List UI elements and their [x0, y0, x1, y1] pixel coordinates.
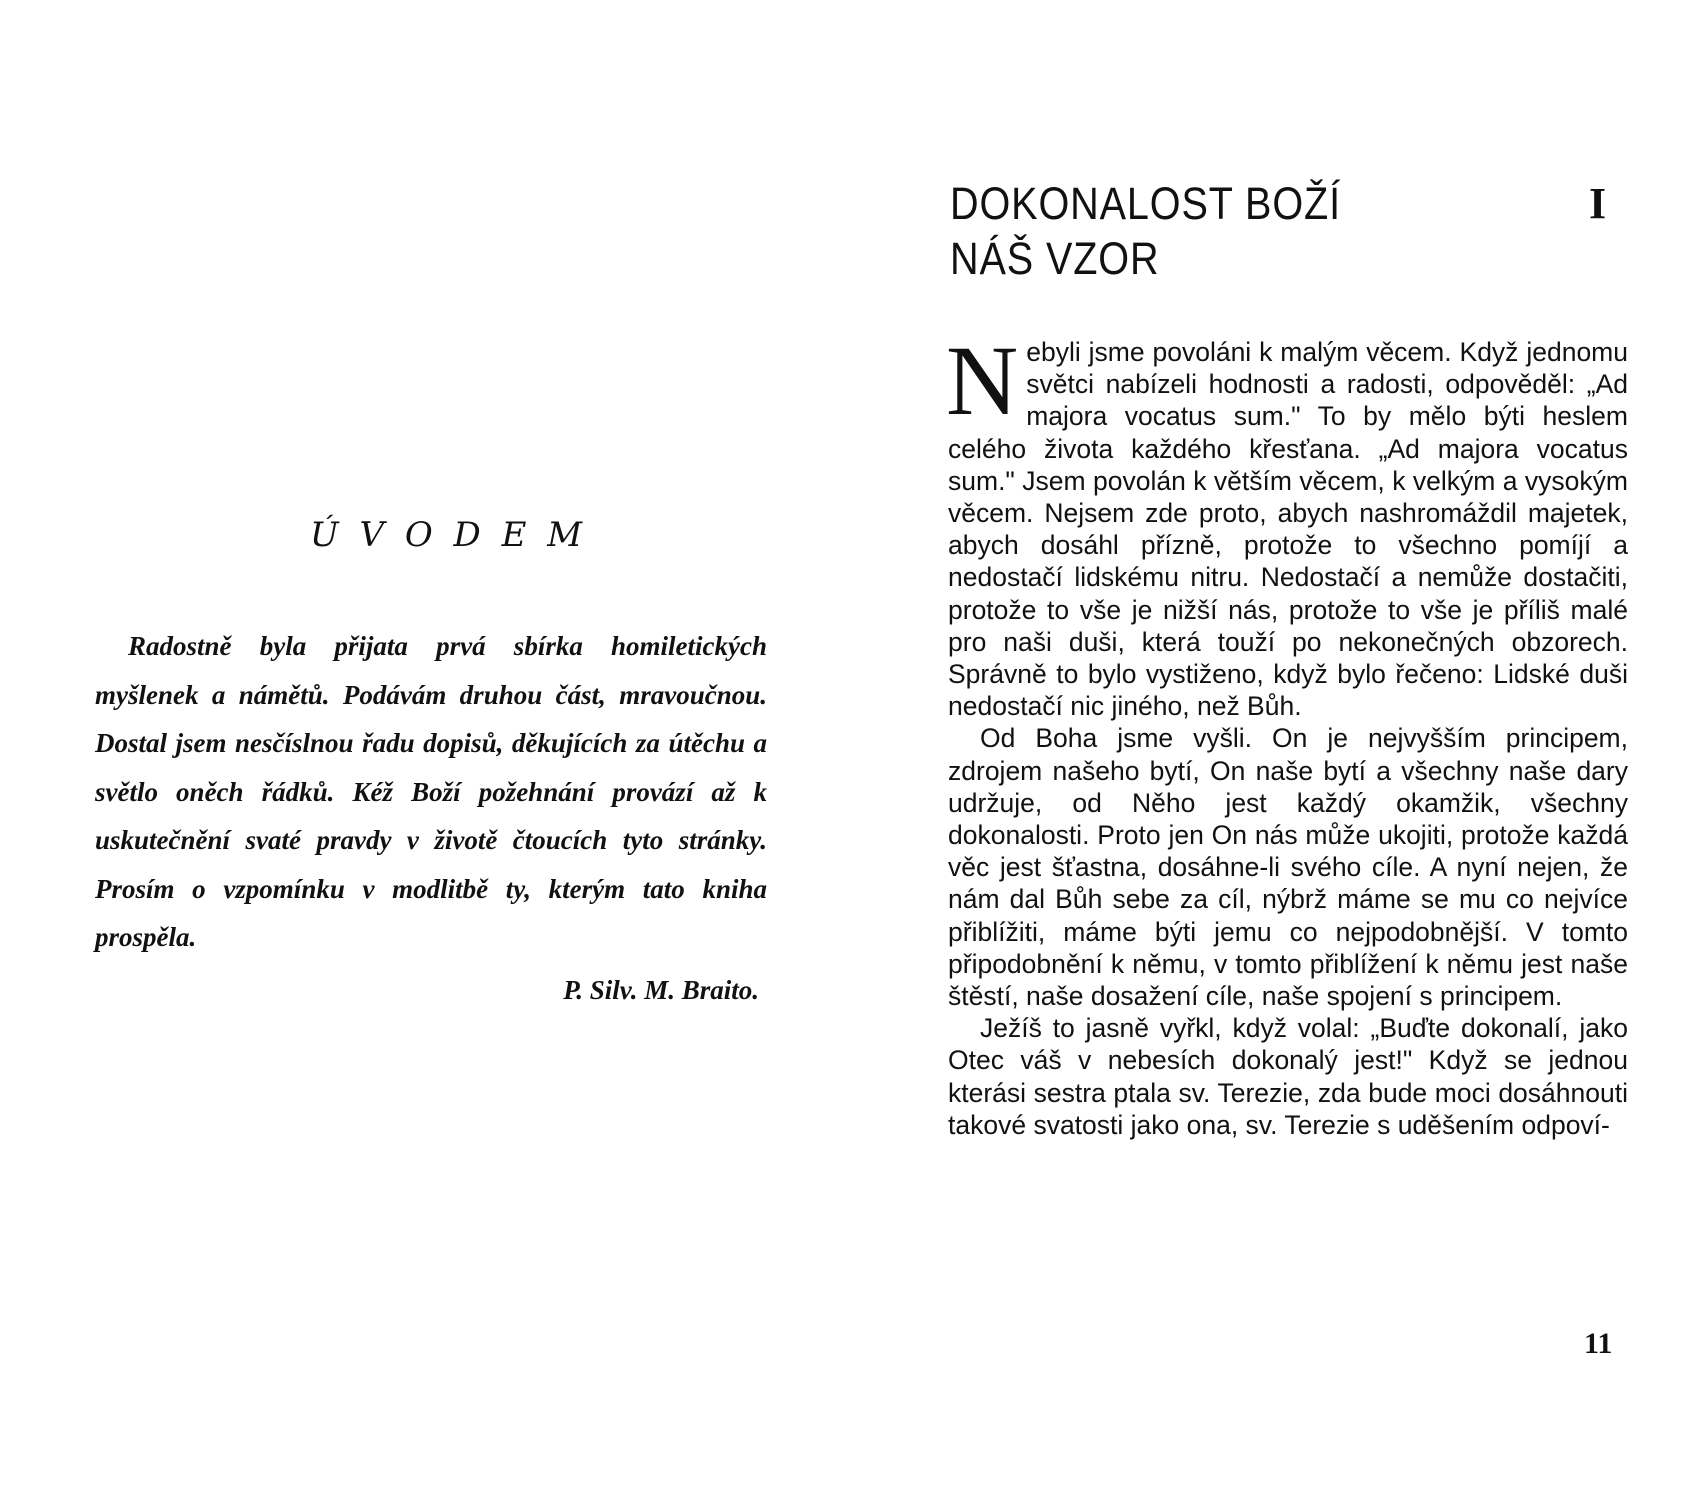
intro-title: Ú V O D E M: [310, 515, 588, 555]
author-signature: P. Silv. M. Braito.: [563, 975, 759, 1005]
chapter-number: I: [1589, 179, 1607, 228]
chapter-heading-line-2: NÁŠ VZOR: [950, 233, 1160, 284]
chapter-heading-line-1: DOKONALOST BOŽÍ: [950, 178, 1341, 229]
intro-text: Radostně byla přijata prvá sbírka homiletických myšlenek a námětů. Podávám druhou část, mravoučnou. Dostal jsem nesčíslnou řadu dopisů, děkujících za útěchu a světlo oněch řádků. Kéž Boží požehnání provází až k uskutečnění svaté pravdy v životě čtoucích tyto stránky. Prosím o vzpomínku v modlitbě ty, kterým tato kniha prospěla.: [95, 631, 767, 952]
drop-cap: N: [946, 325, 1019, 436]
paragraph-2: Od Boha jsme vyšli. On je nejvyšším principem, zdrojem našeho bytí, On naše bytí a všechny naše dary udržuje, od Něho jest každý okamžik, všechny dokonalosti. Proto jen On nás může ukojiti, protože každá věc jest šťastna, dosáhne-li svého cíle. A nyní nejen, že nám dal Bůh sebe za cíl, nýbrž máme se mu co nejvíce přiblížiti, máme býti jemu co nejpodobnější. V tomto připodobnění k němu, v tomto přiblížení k němu jest naše štěstí, naše dosažení cíle, naše spojení s principem.: [948, 723, 1628, 1012]
paragraph-1: [946, 325, 1628, 722]
chapter-body: [946, 325, 1628, 1141]
chapter-heading: [950, 176, 1372, 286]
page-number: 11: [1584, 1327, 1613, 1360]
paragraph-3: Ježíš to jasně vyřkl, když volal: „Buďte dokonalí, jako Otec váš v nebesích dokonalý jest!" Když se jednou kterási sestra ptala sv. Terezie, zda bude moci dosáhnouti takové svatosti jako ona, sv. Terezie s uděšením odpoví-: [948, 1013, 1628, 1140]
paragraph-1-text: ebyli jsme povoláni k malým věcem. Když jednomu světci nabízeli hodnosti a radosti, odpověděl: „Ad majora vocatus sum." To by mělo býti heslem celého života každého křesťana. „Ad majora vocatus sum." Jsem povolán k větším věcem, k velkým a vysokým věcem. Nejsem zde proto, abych nashromáždil majetek, abych dosáhl přízně, protože to všechno pomíjí a nedostačí lidskému nitru. Nedostačí a nemůže dostačiti, protože to vše je nižší nás, protože to vše je příliš malé pro naši duši, která touží po nekonečných obzorech. Správně to bylo vystiženo, když bylo řečeno: Lidské duši nedostačí nic jiného, než Bůh.: [948, 337, 1628, 722]
right-page: [851, 0, 1702, 1500]
